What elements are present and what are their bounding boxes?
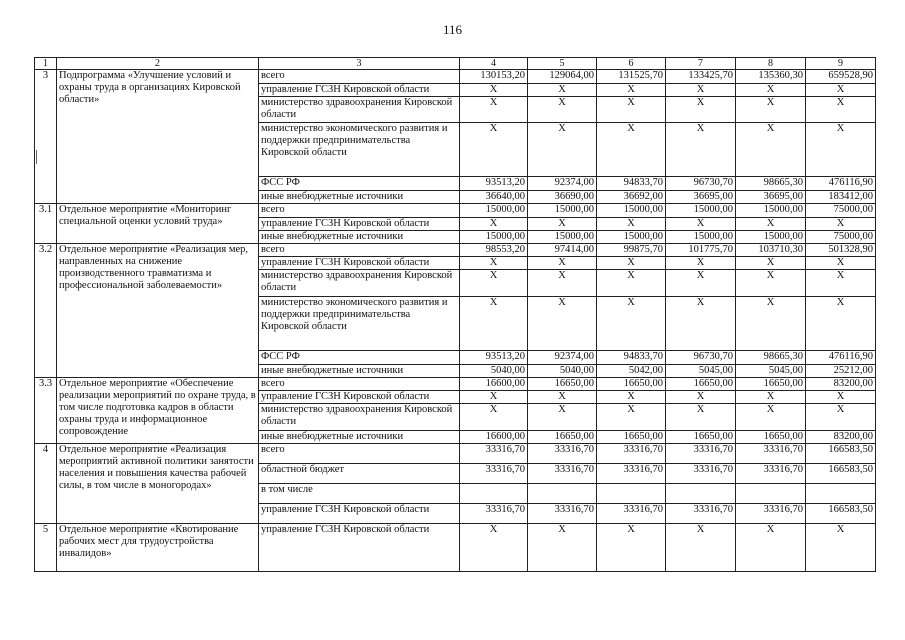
amount-cell: 15000,00 [736,231,806,244]
amount-cell: 16650,00 [666,378,736,391]
funding-source: министерство здравоохранения Кировской области [259,97,460,123]
header-cell: 4 [460,58,528,70]
amount-cell: X [528,123,597,177]
header-row [35,58,876,70]
amount-cell: X [460,297,528,351]
amount-cell: X [736,84,806,97]
item-name: Отдельное мероприятие «Квотирование рабочих мест для трудоустройства инвалидов» [57,524,259,572]
header-cell: 7 [666,58,736,70]
amount-cell: X [460,84,528,97]
amount-cell: 94833,70 [597,351,666,365]
amount-cell: X [528,391,597,404]
amount-cell: 96730,70 [666,177,736,191]
amount-cell: X [736,97,806,123]
amount-cell: 101775,70 [666,244,736,257]
amount-cell: X [806,524,876,572]
amount-cell: X [806,404,876,431]
amount-cell [528,484,597,504]
funding-source: ФСС РФ [259,351,460,365]
page-number: 116 [442,22,463,37]
amount-cell: 133425,70 [666,70,736,84]
amount-cell: X [460,391,528,404]
amount-cell: X [736,270,806,297]
amount-cell: 16650,00 [736,431,806,444]
amount-cell: X [460,97,528,123]
table-row [35,204,876,218]
item-number: 3.2 [35,244,57,378]
amount-cell: X [666,123,736,177]
amount-cell: 5045,00 [666,365,736,378]
amount-cell: 83200,00 [806,378,876,391]
amount-cell: 166583,50 [806,464,876,484]
funding-source: министерство здравоохранения Кировской области [259,270,460,297]
item-name: Отдельное мероприятие «Реализация мероприятий активной политики занятости населения и повышения качества рабочей силы, в том числе в моногородах» [57,444,259,524]
amount-cell: 96730,70 [666,351,736,365]
funding-source: министерство экономического развития и поддержки предпринимательства Кировской области [259,123,460,177]
item-number: 5 [35,524,57,572]
amount-cell: 36692,00 [597,191,666,204]
amount-cell: 5040,00 [460,365,528,378]
header-cell: 2 [57,58,259,70]
amount-cell: X [460,123,528,177]
amount-cell: 15000,00 [528,231,597,244]
amount-cell: X [666,391,736,404]
amount-cell: X [597,84,666,97]
amount-cell: X [666,404,736,431]
amount-cell: X [666,97,736,123]
amount-cell: 33316,70 [460,464,528,484]
amount-cell: X [806,123,876,177]
amount-cell: 129064,00 [528,70,597,84]
amount-cell: X [666,297,736,351]
amount-cell: 16650,00 [528,378,597,391]
amount-cell: X [528,524,597,572]
amount-cell: 98665,30 [736,351,806,365]
amount-cell: X [666,84,736,97]
amount-cell: 166583,50 [806,444,876,464]
amount-cell [736,484,806,504]
amount-cell: 16600,00 [460,431,528,444]
amount-cell: 476116,90 [806,351,876,365]
amount-cell: X [666,270,736,297]
item-number: 3.3 [35,378,57,444]
item-number: 4 [35,444,57,524]
amount-cell: 15000,00 [597,204,666,218]
amount-cell: X [597,257,666,270]
amount-cell: X [528,218,597,231]
amount-cell: 16650,00 [528,431,597,444]
amount-cell: 15000,00 [460,204,528,218]
amount-cell: 94833,70 [597,177,666,191]
amount-cell: X [597,391,666,404]
amount-cell: X [736,297,806,351]
amount-cell: 501328,90 [806,244,876,257]
table-body [35,70,876,572]
funding-source: управление ГСЗН Кировской области [259,524,460,572]
amount-cell: 98553,20 [460,244,528,257]
amount-cell: 98665,30 [736,177,806,191]
amount-cell: X [528,84,597,97]
amount-cell: X [528,270,597,297]
amount-cell: 93513,20 [460,177,528,191]
amount-cell: 15000,00 [460,231,528,244]
amount-cell: X [597,270,666,297]
amount-cell: X [736,524,806,572]
funding-source: в том числе [259,484,460,504]
amount-cell: 33316,70 [736,444,806,464]
amount-cell: X [597,524,666,572]
amount-cell: 103710,30 [736,244,806,257]
amount-cell: 16650,00 [666,431,736,444]
header-cell: 5 [528,58,597,70]
amount-cell: 36695,00 [736,191,806,204]
amount-cell: 33316,70 [528,504,597,524]
amount-cell: 83200,00 [806,431,876,444]
header-cell: 3 [259,58,460,70]
amount-cell: 33316,70 [736,504,806,524]
amount-cell: X [806,270,876,297]
funding-source: министерство экономического развития и поддержки предпринимательства Кировской области [259,297,460,351]
amount-cell: 33316,70 [666,464,736,484]
amount-cell: 92374,00 [528,351,597,365]
item-number: 3.1 [35,204,57,244]
amount-cell: 97414,00 [528,244,597,257]
amount-cell [666,484,736,504]
funding-source: иные внебюджетные источники [259,365,460,378]
amount-cell: X [736,218,806,231]
amount-cell: 476116,90 [806,177,876,191]
header-cell: 6 [597,58,666,70]
amount-cell: 33316,70 [666,504,736,524]
funding-source: управление ГСЗН Кировской области [259,504,460,524]
amount-cell: X [736,391,806,404]
amount-cell: 15000,00 [666,231,736,244]
amount-cell: X [528,257,597,270]
amount-cell: 93513,20 [460,351,528,365]
amount-cell: 15000,00 [736,204,806,218]
amount-cell [806,484,876,504]
funding-source: иные внебюджетные источники [259,431,460,444]
amount-cell: 99875,70 [597,244,666,257]
amount-cell: 15000,00 [597,231,666,244]
amount-cell: 33316,70 [460,504,528,524]
header-cell: 1 [35,58,57,70]
amount-cell: 659528,90 [806,70,876,84]
amount-cell: X [736,123,806,177]
table-row [35,378,876,391]
budget-table [34,57,876,572]
amount-cell: X [528,404,597,431]
funding-source: всего [259,244,460,257]
amount-cell: 75000,00 [806,204,876,218]
funding-source: иные внебюджетные источники [259,231,460,244]
funding-source: управление ГСЗН Кировской области [259,257,460,270]
amount-cell: 166583,50 [806,504,876,524]
amount-cell: 16650,00 [597,431,666,444]
table-row [35,524,876,572]
amount-cell: 5042,00 [597,365,666,378]
funding-source: областной бюджет [259,464,460,484]
amount-cell: X [460,270,528,297]
amount-cell: 33316,70 [460,444,528,464]
amount-cell: 33316,70 [597,444,666,464]
amount-cell: 36690,00 [528,191,597,204]
funding-source: всего [259,444,460,464]
funding-source: управление ГСЗН Кировской области [259,391,460,404]
amount-cell: X [736,257,806,270]
amount-cell: 15000,00 [528,204,597,218]
amount-cell: 16600,00 [460,378,528,391]
amount-cell: X [597,218,666,231]
item-number: 3 [35,70,57,204]
funding-source: ФСС РФ [259,177,460,191]
amount-cell: 5040,00 [528,365,597,378]
table-row [35,244,876,257]
amount-cell: 16650,00 [597,378,666,391]
amount-cell: 131525,70 [597,70,666,84]
amount-cell: X [666,524,736,572]
amount-cell: X [528,97,597,123]
amount-cell [597,484,666,504]
amount-cell: 135360,30 [736,70,806,84]
amount-cell: 33316,70 [597,504,666,524]
amount-cell: 33316,70 [528,444,597,464]
header-cell: 8 [736,58,806,70]
amount-cell: X [597,297,666,351]
funding-source: управление ГСЗН Кировской области [259,84,460,97]
amount-cell: 33316,70 [597,464,666,484]
item-name: Отдельное мероприятие «Обеспечение реализации мероприятий по охране труда, в том числе подготовка кадров в области охраны труда и информационное сопровождение [57,378,259,444]
amount-cell: X [736,404,806,431]
amount-cell: X [528,297,597,351]
amount-cell: X [460,218,528,231]
amount-cell: X [597,97,666,123]
item-name: Отдельное мероприятие «Мониторинг специальной оценки условий труда» [57,204,259,244]
amount-cell: 36695,00 [666,191,736,204]
amount-cell: X [460,524,528,572]
amount-cell: X [806,218,876,231]
funding-source: всего [259,204,460,218]
amount-cell: X [806,391,876,404]
amount-cell: X [806,297,876,351]
amount-cell: 33316,70 [528,464,597,484]
amount-cell: 130153,20 [460,70,528,84]
amount-cell: 36640,00 [460,191,528,204]
amount-cell: 5045,00 [736,365,806,378]
item-name: Отдельное мероприятие «Реализация мер, направленных на снижение производственного травматизма и профессиональной заболеваемости» [57,244,259,378]
amount-cell: 33316,70 [736,464,806,484]
amount-cell: X [666,218,736,231]
amount-cell: 16650,00 [736,378,806,391]
amount-cell: X [460,257,528,270]
table-row [35,70,876,84]
amount-cell: 183412,00 [806,191,876,204]
header-cell: 9 [806,58,876,70]
amount-cell: X [597,123,666,177]
amount-cell [460,484,528,504]
amount-cell: X [806,97,876,123]
funding-source: министерство здравоохранения Кировской области [259,404,460,431]
funding-source: иные внебюджетные источники [259,191,460,204]
amount-cell: 25212,00 [806,365,876,378]
amount-cell: 75000,00 [806,231,876,244]
amount-cell: X [806,84,876,97]
funding-source: управление ГСЗН Кировской области [259,218,460,231]
amount-cell: X [666,257,736,270]
amount-cell: 15000,00 [666,204,736,218]
amount-cell: X [806,257,876,270]
amount-cell: X [460,404,528,431]
amount-cell: 92374,00 [528,177,597,191]
amount-cell: X [597,404,666,431]
table-row [35,444,876,464]
item-name: Подпрограмма «Улучшение условий и охраны труда в организациях Кировской области» [57,70,259,204]
funding-source: всего [259,70,460,84]
amount-cell: 33316,70 [666,444,736,464]
funding-source: всего [259,378,460,391]
